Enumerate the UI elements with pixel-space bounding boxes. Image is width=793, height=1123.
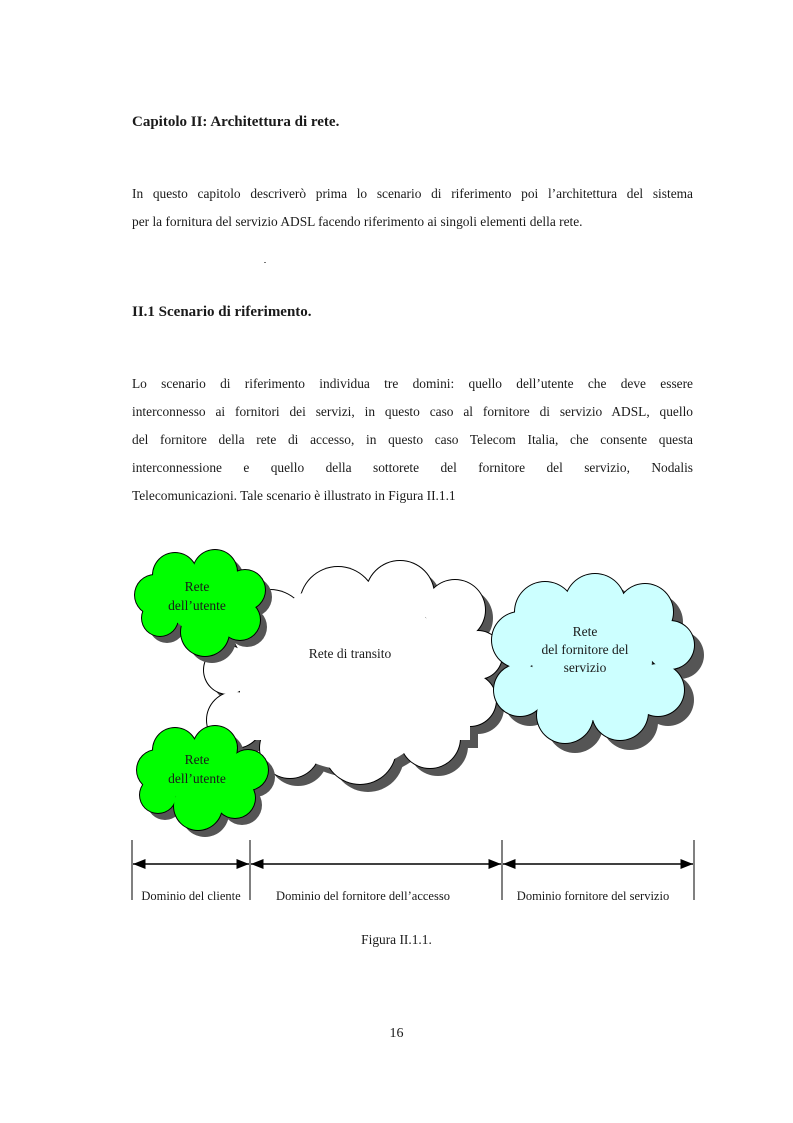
network-scenario-diagram — [0, 540, 793, 930]
user-cloud-bottom-label: dell’utente — [168, 771, 226, 786]
intro-line: In questo capitolo descriverò prima lo scenario di riferimento poi l’architettura del sistema — [132, 186, 693, 201]
provider-cloud-label: Rete — [572, 624, 598, 639]
intro-paragraph — [132, 180, 693, 236]
body-line: Telecomunicazioni. Tale scenario è illustrato in Figura II.1.1 — [132, 488, 456, 503]
user-cloud-top-label: Rete — [184, 579, 210, 594]
provider-cloud-label: del fornitore del — [541, 642, 629, 657]
body-line: Lo scenario di riferimento individua tre domini: quello dell’utente che deve essere — [132, 376, 693, 391]
user-cloud-top-label: dell’utente — [168, 598, 226, 613]
intro-line: per la fornitura del servizio ADSL facendo riferimento ai singoli elementi della rete. — [132, 214, 583, 229]
provider-cloud — [491, 573, 704, 753]
provider-cloud-label: servizio — [563, 660, 607, 675]
client-domain-label: Dominio del cliente — [141, 889, 241, 903]
body-line: interconnesso ai fornitori dei servizi, in questo caso al fornitore di servizio ADSL, quello — [132, 404, 693, 419]
figure-caption: Figura II.1.1. — [361, 932, 432, 947]
body-line: interconnessione e quello della sottorete del fornitore del servizio, Nodalis — [132, 460, 693, 475]
body-line: del fornitore della rete di accesso, in questo caso Telecom Italia, che consente questa — [132, 432, 693, 447]
section-title: II.1 Scenario di riferimento. — [132, 304, 312, 320]
access-domain-label: Dominio del fornitore dell’accesso — [276, 889, 450, 903]
user-cloud-bottom-label: Rete — [184, 752, 210, 767]
body-paragraph — [132, 370, 693, 510]
service-domain-label: Dominio fornitore del servizio — [516, 889, 670, 903]
scan-speck — [264, 262, 266, 263]
transit-cloud-label: Rete di transito — [308, 646, 392, 661]
page-number: 16 — [389, 1026, 404, 1041]
user-cloud-top — [134, 549, 272, 663]
chapter-title: Capitolo II: Architettura di rete. — [132, 114, 340, 130]
